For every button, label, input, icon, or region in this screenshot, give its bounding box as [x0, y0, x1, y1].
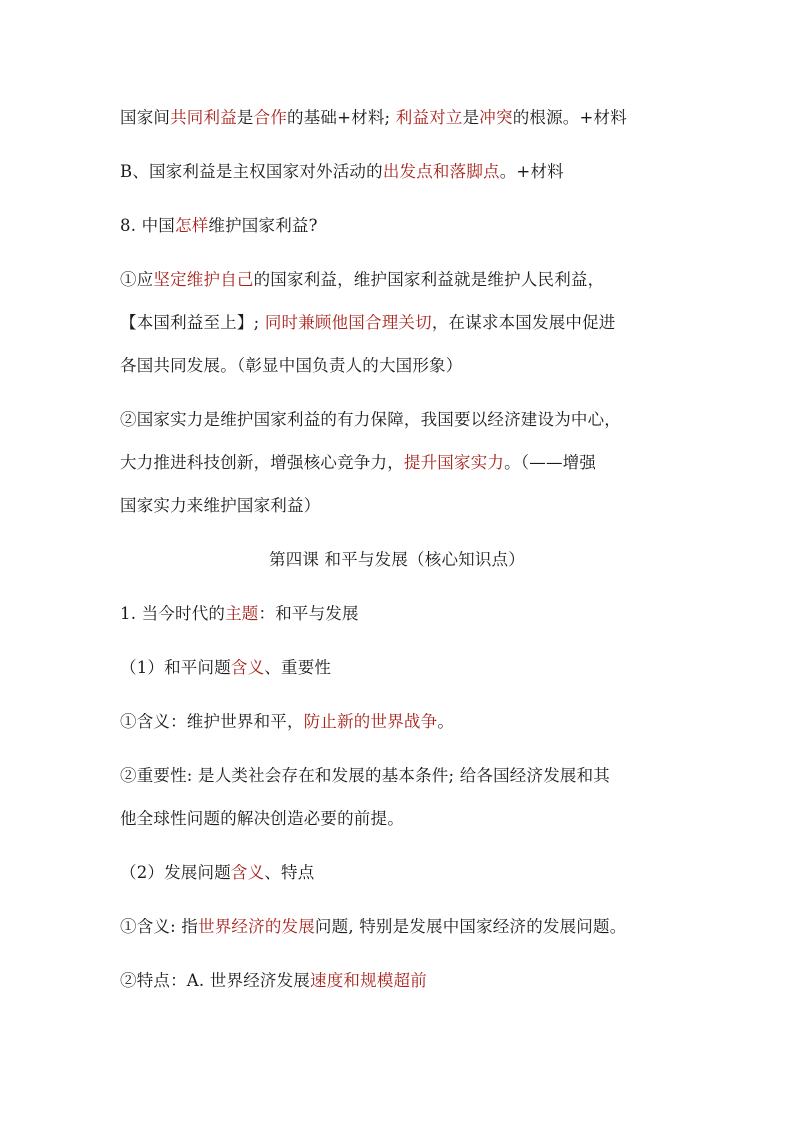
text-segment: ，在谋求本国发展中促进 — [431, 313, 616, 332]
text-segment: ②国家实力是维护国家利益的有力保障，我国要以经济建设为中心， — [120, 410, 621, 429]
text-line — [120, 764, 700, 788]
highlighted-keyword: 合作 — [253, 108, 288, 127]
highlighted-keyword: 含义 — [230, 658, 265, 677]
text-segment: 是 — [462, 108, 480, 127]
text-segment: 、特点 — [264, 863, 315, 882]
text-segment: 。+材料 — [499, 162, 564, 181]
text-segment: 各国共同发展。（彰显中国负责人的大国形象） — [120, 356, 463, 375]
text-segment: 大力推进科技创新，增强核心竞争力， — [120, 453, 404, 472]
text-segment: 他全球性问题的解决创造必要的前提。 — [120, 809, 404, 828]
text-segment: ：和平与发展 — [258, 604, 359, 623]
text-line — [120, 915, 700, 939]
text-line — [120, 807, 700, 831]
text-segment: 第四课 和平与发展（核心知识点） — [269, 550, 525, 569]
highlighted-keyword: 出发点和落脚点 — [382, 162, 500, 181]
highlighted-keyword: 冲突 — [479, 108, 513, 127]
highlighted-keyword: 怎样 — [175, 216, 209, 235]
text-line — [120, 656, 700, 680]
text-line — [120, 602, 700, 626]
highlighted-keyword: 同时兼顾他国合理关切 — [264, 313, 432, 332]
text-line — [120, 861, 700, 885]
text-segment: B、国家利益是主权国家对外活动的 — [120, 162, 383, 181]
text-line — [120, 969, 700, 993]
highlighted-keyword: 含义 — [230, 863, 265, 882]
text-segment: 【本国利益至上】; — [120, 313, 265, 332]
text-segment: ①含义：维护世界和平， — [120, 712, 304, 731]
text-segment: ①含义: 指 — [120, 917, 199, 936]
text-line — [120, 710, 700, 734]
text-segment: 。（——增强 — [504, 453, 597, 472]
text-segment: 的根源。+材料 — [512, 108, 627, 127]
text-line — [120, 494, 700, 518]
text-line — [120, 451, 700, 475]
text-segment: 国家间 — [120, 108, 171, 127]
highlighted-keyword: 防止新的世界战争 — [303, 712, 438, 731]
text-segment: 1. 当今时代的 — [120, 604, 226, 623]
text-line — [120, 311, 700, 335]
text-segment: 问题, 特别是发展中国家经济的发展问题。 — [314, 917, 627, 936]
text-line — [120, 408, 700, 432]
text-segment: 8. 中国 — [120, 216, 175, 235]
highlighted-keyword: 主题 — [225, 604, 259, 623]
text-segment: （2）发展问题 — [120, 863, 231, 882]
highlighted-keyword: 提升国家实力 — [403, 453, 505, 472]
section-heading — [0, 548, 794, 572]
text-segment: （1）和平问题 — [120, 658, 231, 677]
text-segment: 。 — [437, 712, 455, 731]
text-segment: 是 — [236, 108, 254, 127]
text-segment: 、重要性 — [264, 658, 332, 677]
text-segment: ②特点：A. 世界经济发展 — [120, 971, 311, 990]
highlighted-keyword: 坚定维护自己 — [153, 270, 254, 289]
text-line — [120, 354, 700, 378]
text-segment: 维护国家利益? — [208, 216, 318, 235]
text-line — [120, 268, 700, 292]
text-segment: 的基础+材料; — [287, 108, 396, 127]
text-line — [120, 160, 700, 184]
text-segment: ②重要性: 是人类社会存在和发展的基本条件; 给各国经济发展和其 — [120, 766, 611, 785]
highlighted-keyword: 世界经济的发展 — [198, 917, 315, 936]
text-segment: 的国家利益，维护国家利益就是维护人民利益， — [253, 270, 605, 289]
text-line — [120, 106, 700, 130]
text-segment: 国家实力来维护国家利益） — [120, 496, 321, 515]
highlighted-keyword: 利益对立 — [395, 108, 463, 127]
highlighted-keyword: 速度和规模超前 — [310, 971, 427, 990]
highlighted-keyword: 共同利益 — [170, 108, 237, 127]
text-segment: ①应 — [120, 270, 154, 289]
text-line — [120, 214, 700, 238]
